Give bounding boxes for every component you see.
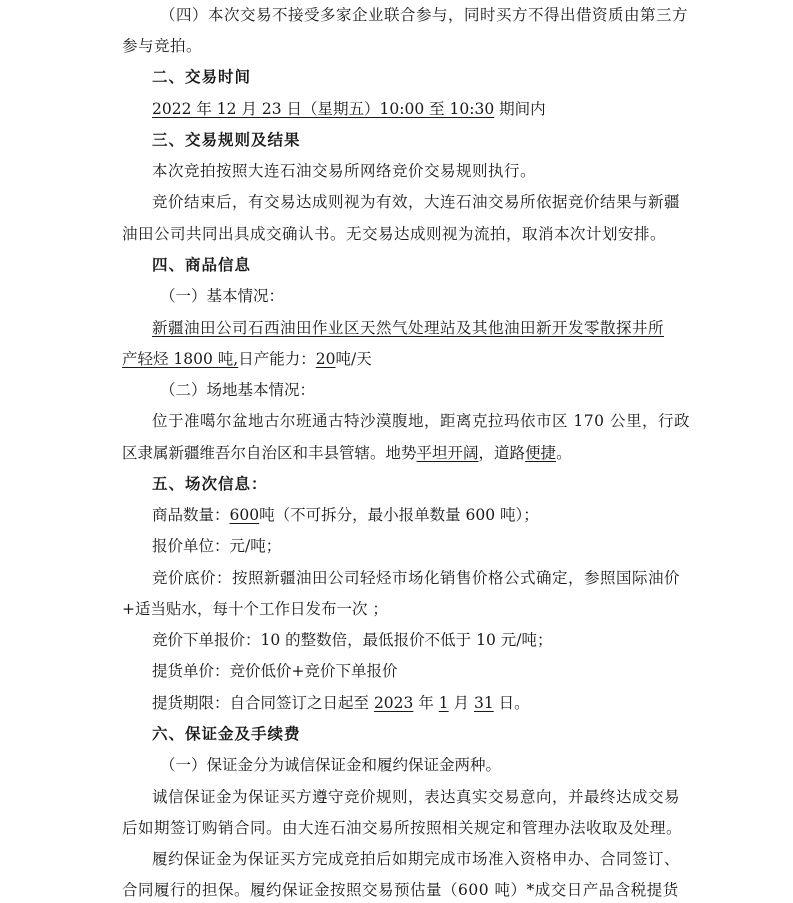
quantity-label: 商品数量：	[152, 506, 230, 524]
paragraph-line: 参与竞拍。	[122, 37, 203, 55]
paragraph-line: 竞价下单报价：10 的整数倍，最低报价不低于 10 元/吨；	[152, 631, 553, 649]
subsection-site-info: （二）场地基本情况：	[160, 381, 316, 399]
paragraph-line	[122, 442, 793, 464]
text-segment: 区隶属新疆维吾尔自治区和丰县管辖。地势	[122, 444, 417, 462]
paragraph-line: （一）保证金分为诚信保证金和履约保证金两种。	[160, 756, 502, 774]
deadline-year: 2023	[373, 694, 414, 712]
text-segment: 。	[556, 444, 572, 462]
product-capacity-line	[122, 348, 793, 370]
paragraph-line: 本次竞拍按照大连石油交易所网络竞价交易规则执行。	[152, 162, 537, 180]
capacity-value: 20	[315, 350, 336, 368]
quantity-note: 吨（不可拆分，最小报单数量 600 吨）；	[259, 506, 539, 524]
road-value: 便捷	[525, 444, 557, 462]
quantity-line	[152, 504, 793, 526]
trade-time-line	[152, 98, 793, 120]
paragraph-line: 合同履行的担保。履约保证金按照交易预估量（600 吨）*成交日产品含税提货	[122, 881, 679, 899]
paragraph-line: 提货单价：竞价低价+竞价下单报价	[152, 662, 398, 680]
paragraph-line: 履约保证金为保证买方完成竞拍后如期完成市场准入资格申办、合同签订、	[152, 850, 681, 868]
section-heading-trade-time: 二、交易时间	[152, 68, 252, 86]
text-segment: ，道路	[478, 444, 526, 462]
paragraph-line: 诚信保证金为保证买方遵守竞价规则，表达真实交易意向，并最终达成交易	[152, 788, 681, 806]
quantity-value: 600	[229, 506, 260, 524]
delivery-deadline-line	[152, 692, 793, 714]
product-description-line: 新疆油田公司石西油田作业区天然气处理站及其他油田新开发零散探井所	[152, 319, 665, 337]
paragraph-line: +适当贴水，每十个工作日发布一次 ；	[122, 600, 388, 618]
text-segment: 年	[413, 694, 439, 712]
section-heading-product: 四、商品信息	[152, 256, 252, 274]
trade-time-value: 2022 年 12 月 23 日（星期五）10:00 至 10:30	[152, 100, 495, 118]
paragraph-line: 竞价底价：按照新疆油田公司轻烃市场化销售价格公式确定，参照国际油价	[152, 569, 681, 587]
section-heading-session: 五、场次信息：	[152, 475, 268, 493]
terrain-value: 平坦开阔	[416, 444, 479, 462]
capacity-unit: 吨/天	[335, 350, 372, 368]
deadline-day: 31	[473, 694, 494, 712]
section-heading-deposit: 六、保证金及手续费	[152, 725, 301, 743]
text-segment: 月	[448, 694, 474, 712]
paragraph-line: 位于准噶尔盆地古尔班通古特沙漠腹地，距离克拉玛依市区 170 公里，行政	[152, 412, 690, 430]
paragraph-line: 竞价结束后，有交易达成则视为有效，大连石油交易所依据竞价结果与新疆	[152, 193, 681, 211]
deadline-month: 1	[438, 694, 449, 712]
text-segment: 提货期限：自合同签订之日起至	[152, 694, 374, 712]
product-volume: 产轻烃 1800 吨,	[122, 350, 239, 368]
section-heading-rules: 三、交易规则及结果	[152, 131, 301, 149]
paragraph-line: 油田公司共同出具成交确认书。无交易达成则视为流拍，取消本次计划安排。	[122, 225, 667, 243]
paragraph-line: （四）本次交易不接受多家企业联合参与，同时买方不得出借资质由第三方	[160, 6, 689, 24]
subsection-basic-info: （一）基本情况：	[160, 287, 285, 305]
paragraph-line: 后如期签订购销合同。由大连石油交易所按照相关规定和管理办法收取及处理。	[122, 819, 683, 837]
text-segment: 日。	[493, 694, 530, 712]
paragraph-line: 报价单位：元/吨；	[152, 537, 282, 555]
trade-time-suffix: 期间内	[494, 100, 546, 118]
capacity-label: 日产能力：	[238, 350, 316, 368]
